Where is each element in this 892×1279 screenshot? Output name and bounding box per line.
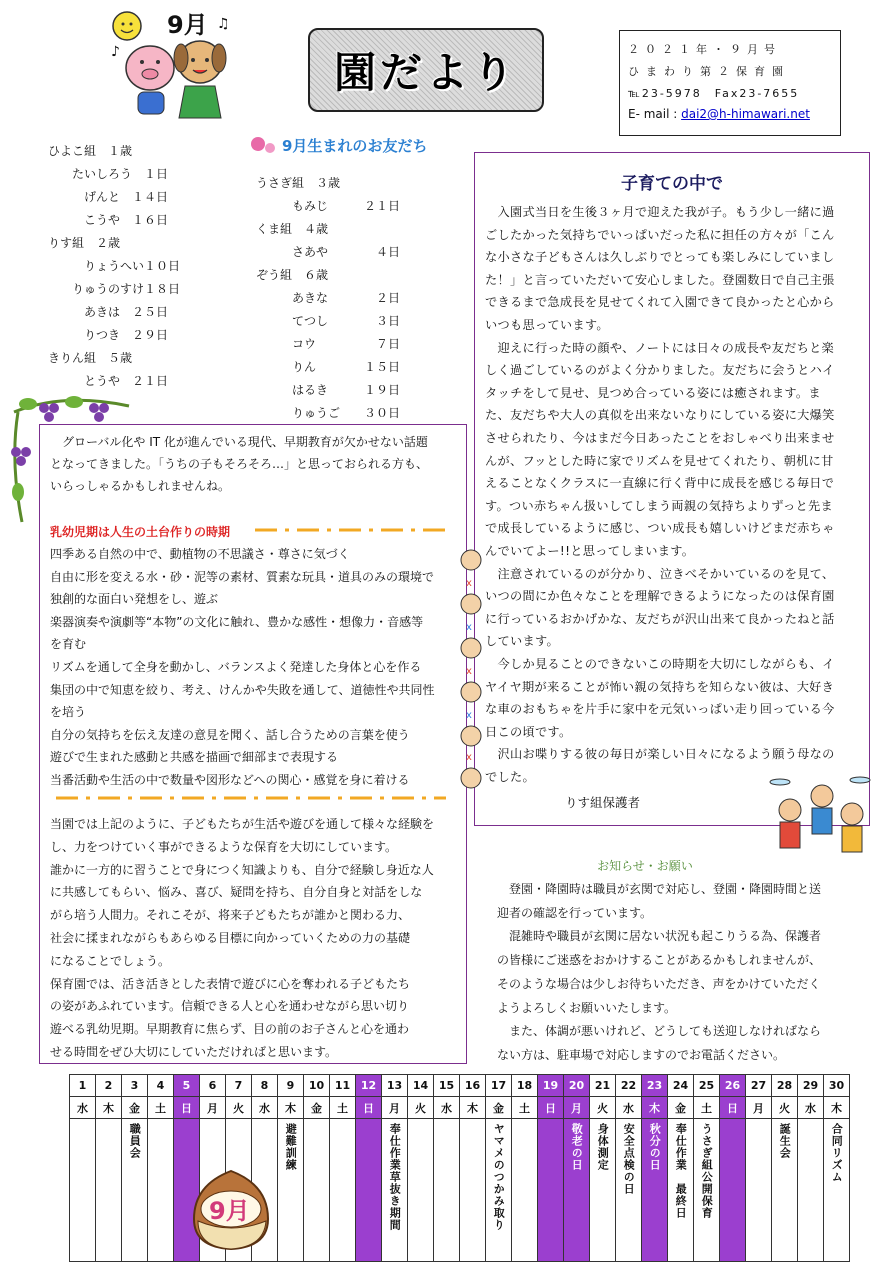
text-line: 集団の中で知恵を絞り、考え、けんかや失敗を通して、道徳性や共同性	[50, 682, 435, 697]
calendar-event-cell	[590, 1119, 616, 1262]
calendar-event: 職員会	[128, 1123, 142, 1159]
calendar-date: 6	[200, 1075, 226, 1097]
text-line: てつし ３日	[256, 314, 401, 328]
text-line: りゅうご ３０日	[256, 406, 401, 420]
newsletter-title-box	[308, 28, 544, 112]
calendar-event-cell	[330, 1119, 356, 1262]
calendar-event-cell	[798, 1119, 824, 1262]
text-line: あきは ２５日	[48, 305, 169, 319]
calendar-date: 3	[122, 1075, 148, 1097]
text-line: グローバル化や IT 化が進んでいる現代、早期教育が欠かせない話題	[50, 435, 428, 449]
calendar-date: 26	[720, 1075, 746, 1097]
calendar-weekday: 木	[824, 1097, 850, 1119]
calendar-weekday: 木	[96, 1097, 122, 1119]
calendar-weekday: 日	[356, 1097, 382, 1119]
text-line: になることでしょう。	[50, 953, 171, 968]
calendar-event-cell	[304, 1119, 330, 1262]
text-line: がら培う人間力。それこそが、将来子どもたちが誰かと関わる力、	[50, 908, 411, 923]
calendar-weekday: 日	[720, 1097, 746, 1119]
notice-title: お知らせ・お願い	[597, 859, 693, 873]
text-line: ぞう組 ６歳	[256, 268, 329, 282]
calendar-date: 29	[798, 1075, 824, 1097]
calendar-event: 避難訓練	[284, 1123, 298, 1171]
text-line: いらっしゃるかもしれませんね。	[50, 479, 231, 493]
text-line: きりん組 ５歳	[48, 351, 133, 365]
calendar-date: 14	[408, 1075, 434, 1097]
calendar-event-cell	[356, 1119, 382, 1262]
calendar-event-cell	[278, 1119, 304, 1262]
text-line: 入園式当日を生後３ヶ月で迎えた我が子。もう少し一緒に過	[485, 205, 835, 219]
text-line: し、力をつけていく事ができるような保育を大切にしています。	[50, 839, 398, 854]
calendar-date: 5	[174, 1075, 200, 1097]
calendar-weekday: 月	[746, 1097, 772, 1119]
calendar-weekday: 月	[200, 1097, 226, 1119]
calendar-date: 15	[434, 1075, 460, 1097]
text-line: りつき ２９日	[48, 328, 169, 342]
text-line: 沢山お喋りする彼の毎日が楽しい日々になるよう願う母なの	[485, 747, 835, 762]
calendar-event-cell	[642, 1119, 668, 1262]
text-line: 登園・降園時は職員が玄関で対応し、登園・降園時間と送	[497, 882, 822, 896]
text-line: さあや ４日	[256, 245, 401, 259]
parent-article-title: 子育ての中で	[621, 174, 723, 194]
edu-heading: 乳幼児期は人生の土台作りの時期	[50, 525, 231, 539]
calendar-weekday: 土	[512, 1097, 538, 1119]
calendar-date: 10	[304, 1075, 330, 1097]
text-line: できるまで急成長を見せてくれて入園できて良かったと心から	[485, 295, 835, 310]
calendar-event-cell	[70, 1119, 96, 1262]
calendar-date: 21	[590, 1075, 616, 1097]
calendar-weekday: 金	[486, 1097, 512, 1119]
calendar-weekday: 日	[174, 1097, 200, 1119]
calendar-weekday: 火	[590, 1097, 616, 1119]
newsletter-title: 園だより	[333, 48, 518, 97]
calendar-date: 30	[824, 1075, 850, 1097]
monthly-calendar	[69, 1074, 850, 1262]
faces-decoration	[456, 548, 486, 788]
text-line: 保育園では、活き活きとした表情で遊びに心を奪われる子どもたち	[50, 976, 411, 991]
pig-icon	[126, 46, 174, 90]
calendar-event-cell	[616, 1119, 642, 1262]
calendar-event: うさぎ組公開保育	[700, 1123, 714, 1219]
text-line: んでいてよー!!と思ってしまいます。	[485, 544, 695, 558]
calendar-event: 奉仕作業 最終日	[674, 1123, 688, 1219]
svg-text:x: x	[466, 578, 472, 589]
text-line: タッチをして見せ、見つめ合っている姿には癒されます。ま	[485, 385, 821, 400]
calendar-weekday: 水	[616, 1097, 642, 1119]
chestnut-month-label: 9月	[209, 1197, 250, 1225]
calendar-date: 1	[70, 1075, 96, 1097]
text-line: うさぎ組 ３歳	[256, 176, 341, 190]
text-line: た！」と言っていただいて安心しました。登園数日で自己主張	[485, 272, 835, 287]
calendar-date: 2	[96, 1075, 122, 1097]
calendar-weekday: 木	[278, 1097, 304, 1119]
parent-article	[474, 152, 870, 826]
calendar-weekday: 水	[252, 1097, 278, 1119]
org-name: ひまわり第２保育園	[628, 65, 790, 78]
calendar-date: 16	[460, 1075, 486, 1097]
calendar-weekday: 月	[564, 1097, 590, 1119]
text-line: とうや ２１日	[48, 374, 169, 388]
music-note-icon: ♫	[217, 16, 230, 32]
calendar-weekday: 土	[330, 1097, 356, 1119]
dash-divider	[56, 793, 446, 803]
text-line: せる時間をぜひ大切にしていただければと思います。	[50, 1045, 338, 1059]
calendar-weekday: 土	[694, 1097, 720, 1119]
text-line: 当園では上記のように、子どもたちが生活や遊びを通して様々な経験を	[50, 817, 435, 831]
calendar-event-cell	[668, 1119, 694, 1262]
calendar-date: 13	[382, 1075, 408, 1097]
calendar-weekday: 水	[798, 1097, 824, 1119]
calendar-weekday: 月	[382, 1097, 408, 1119]
text-line: となってきました。「うちの子もそろそろ…」と思っておられる方も、	[50, 457, 429, 471]
birthday-banner	[248, 126, 428, 162]
calendar-event-cell	[824, 1119, 850, 1262]
text-line: そのような場合は少しお待ちいただき、声をかけていただく	[497, 976, 821, 991]
text-line: を育む	[50, 637, 87, 652]
text-line: させられたり、今はまだ今日あったことをおしゃべり出来ませ	[485, 431, 835, 445]
mascot-illustration	[105, 6, 235, 124]
text-line: えることなくクラスに一直線に行く背中に成長を感じる毎日で	[485, 476, 835, 491]
email-label: E- mail :	[628, 107, 682, 121]
text-line: に行っているおかげかな、友だちが沢山出来て良かったねと話	[485, 611, 835, 626]
svg-text:x: x	[466, 622, 472, 633]
text-line: でした。	[485, 770, 535, 784]
calendar-event: 安全点検の日	[622, 1123, 636, 1195]
text-line: げんと １４日	[48, 190, 169, 204]
calendar-event: 誕生会	[778, 1123, 792, 1159]
text-line: な小さな子どもさんは久しぶりでとっても楽しみにしていまし	[485, 250, 835, 265]
calendar-date: 18	[512, 1075, 538, 1097]
text-line: な車のおもちゃを片手に家中を元気いっぱい走り回っている今	[485, 702, 835, 717]
birthday-banner-text: 9月生まれのお友だち	[282, 137, 428, 155]
text-line: りょうへい１０日	[48, 259, 181, 273]
text-line: くま組 ４歳	[256, 222, 329, 236]
dash-divider	[255, 525, 445, 535]
calendar-date: 19	[538, 1075, 564, 1097]
calendar-event-cell	[694, 1119, 720, 1262]
text-line: 日この頃です。	[485, 724, 572, 739]
month-badge: 9月	[167, 11, 208, 39]
calendar-event-cell	[720, 1119, 746, 1262]
calendar-date: 9	[278, 1075, 304, 1097]
calendar-date: 23	[642, 1075, 668, 1097]
calendar-event-cell	[486, 1119, 512, 1262]
calendar-event-cell	[538, 1119, 564, 1262]
calendar-event-cell	[772, 1119, 798, 1262]
calendar-event-cell	[746, 1119, 772, 1262]
calendar-weekday: 金	[304, 1097, 330, 1119]
text-line: 社会に揉まれながらもあらゆる目標に向かっていくための力の基礎	[50, 931, 411, 945]
calendar-event: 秋分の日	[648, 1123, 662, 1171]
calendar-weekday: 火	[408, 1097, 434, 1119]
calendar-event-cell	[512, 1119, 538, 1262]
text-line: たいしろう １日	[48, 167, 169, 181]
text-line: りん １５日	[256, 360, 401, 374]
calendar-date: 11	[330, 1075, 356, 1097]
calendar-weekday: 火	[772, 1097, 798, 1119]
text-line: で成長しているように感じ、つい成長も嬉しいけどまだ赤ちゃ	[485, 521, 835, 536]
parent-article-author: りす組保護者	[565, 795, 641, 810]
text-line: 四季ある自然の中で、動植物の不思議さ・尊さに気づく	[50, 547, 350, 561]
text-line: りゅうのすけ１８日	[48, 282, 181, 296]
text-line: 誰かに一方的に習うことで身につく知識よりも、自分で経験し身近な人	[50, 862, 434, 877]
calendar-weekday: 木	[460, 1097, 486, 1119]
calendar-event: ヤマメのつかみ取り	[492, 1123, 506, 1231]
text-line: た、友だちや大人の真似を出来ないなりにしている姿に大爆笑	[485, 408, 835, 423]
calendar-weekday: 金	[122, 1097, 148, 1119]
calendar-event: 身体測定	[596, 1123, 610, 1171]
email-link[interactable]: dai2@h-himawari.net	[681, 107, 810, 121]
text-line: いつの間にか色々なことを理解できるようになったのは保育園	[485, 589, 835, 604]
text-line: ひよこ組 １歳	[48, 144, 133, 158]
calendar-event-cell	[96, 1119, 122, 1262]
text-line: 今しか見ることのできないこの時期を大切にしながらも、イ	[485, 657, 835, 671]
calendar-date: 12	[356, 1075, 382, 1097]
svg-text:x: x	[466, 666, 472, 677]
text-line: しく過ごしているのがよく分かりました。友だちに会うとハイ	[485, 363, 835, 378]
calendar-event: 敬老の日	[570, 1123, 584, 1171]
calendar-weekday: 日	[538, 1097, 564, 1119]
svg-text:x: x	[466, 710, 472, 721]
text-line: んが、フッとした時に家でリズムを見せてくれたり、朝机に甘	[485, 453, 834, 468]
kids-with-dragonfly-illustration	[760, 770, 880, 860]
dragonfly-icon	[770, 777, 870, 785]
text-line: ない方は、駐車場で対応しますのでお電話ください。	[497, 1047, 786, 1062]
calendar-event-cell	[460, 1119, 486, 1262]
early-education-article	[39, 424, 467, 1064]
calendar-weekday: 水	[70, 1097, 96, 1119]
text-line: 楽器演奏や演劇等“本物”の文化に触れ、豊かな感性・想像力・音感等	[50, 614, 424, 629]
calendar-date: 7	[226, 1075, 252, 1097]
text-line: す。つい赤ちゃん扱いしてしまう両親の気持ちよりずっと先ま	[485, 498, 833, 513]
flower-icon	[251, 137, 265, 151]
svg-text:x: x	[466, 752, 472, 763]
calendar-date: 27	[746, 1075, 772, 1097]
text-line: を培う	[50, 705, 87, 720]
calendar-event-cell	[148, 1119, 174, 1262]
text-line: また、体調が悪いけれど、どうしても送迎しなければなら	[497, 1024, 822, 1039]
calendar-event: 奉仕作業草抜き期間	[388, 1123, 402, 1231]
text-line: 迎えに行った時の顔や、ノートには日々の成長や友だちと楽	[485, 340, 835, 355]
phone-fax: ℡23-5978 Fax23-7655	[628, 87, 800, 100]
music-note-icon: ♪	[111, 44, 120, 60]
calendar-event-cell	[382, 1119, 408, 1262]
text-line: あきな ２日	[256, 291, 401, 305]
text-line: 独創的な面白い発想をし、遊ぶ	[50, 592, 219, 607]
calendar-date: 20	[564, 1075, 590, 1097]
text-line: ごしたかった気持ちでいっぱいだった私に担任の方々が「こん	[485, 227, 835, 242]
text-line: リズムを通して全身を動かし、バランスよく発達した身体と心を作る	[50, 660, 422, 674]
text-line: 遊びで生まれた感動と共感を描画で細部まで表現する	[50, 750, 339, 765]
calendar-event-cell	[408, 1119, 434, 1262]
text-line: 当番活動や生活の中で数量や図形などへの関心・感覚を身に着ける	[50, 773, 410, 787]
text-line: こうや １６日	[48, 213, 169, 227]
text-line: 自由に形を変える水・砂・泥等の素材、質素な玩具・道具のみの環境で	[50, 569, 435, 584]
calendar-event-cell	[564, 1119, 590, 1262]
calendar-weekday: 火	[226, 1097, 252, 1119]
calendar-event-cell	[122, 1119, 148, 1262]
text-line: 遊べる乳幼児期。早期教育に焦らず、目の前のお子さんと心を通わ	[50, 1022, 410, 1037]
text-line: 注意されているのが分かり、泣きべそかいているのを見て、	[485, 566, 835, 581]
text-line: いつも思っています。	[485, 318, 609, 332]
text-line: 自分の気持ちを伝え友達の意見を聞く、話し合うための言葉を使う	[50, 727, 410, 742]
calendar-date: 8	[252, 1075, 278, 1097]
email-line	[628, 107, 810, 121]
calendar-date: 24	[668, 1075, 694, 1097]
text-line: もみじ ２１日	[256, 199, 401, 213]
calendar-event-cell	[434, 1119, 460, 1262]
text-line: しています。	[485, 634, 559, 649]
text-line: ようよろしくお願いいたします。	[497, 1000, 677, 1015]
sun-face-icon	[113, 12, 141, 40]
chestnut-illustration	[188, 1165, 274, 1255]
text-line: コウ ７日	[256, 337, 401, 351]
calendar-date: 4	[148, 1075, 174, 1097]
calendar-date: 28	[772, 1075, 798, 1097]
calendar-weekday: 木	[642, 1097, 668, 1119]
calendar-date: 25	[694, 1075, 720, 1097]
text-line: りす組 ２歳	[48, 236, 121, 250]
issue-info-box	[619, 30, 841, 136]
calendar-weekday: 水	[434, 1097, 460, 1119]
text-line: 混雑時や職員が玄関に居ない状況も起こりうる為、保護者	[497, 929, 822, 944]
issue-date: ２０２１年・９月号	[628, 43, 781, 56]
calendar-weekday: 土	[148, 1097, 174, 1119]
calendar-date: 17	[486, 1075, 512, 1097]
text-line: 迎者の確認を行っています。	[497, 905, 653, 920]
calendar-weekday: 金	[668, 1097, 694, 1119]
calendar-date: 22	[616, 1075, 642, 1097]
text-line: に共感してもらい、悩み、喜び、疑問を持ち、自分自身と対話をしな	[50, 885, 423, 900]
text-line: はるき １９日	[256, 383, 401, 397]
calendar-event: 合同リズム	[830, 1123, 844, 1183]
text-line: の皆様にご迷惑をおかけすることがあるかもしれませんが、	[497, 953, 822, 968]
text-line: ヤイヤ期が来ることが怖い親の気持ちを知らない彼は、大好き	[485, 679, 835, 694]
text-line: の姿があふれています。信頼できる人と心を通わせながら思い切り	[50, 999, 410, 1014]
